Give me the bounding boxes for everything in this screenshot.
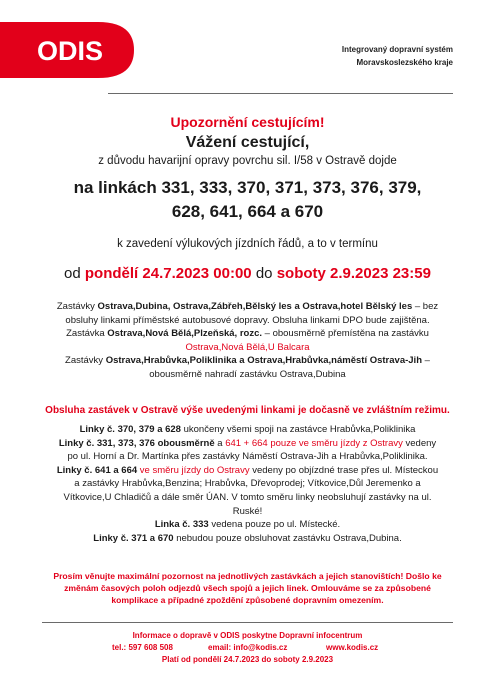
organization-line-1: Integrovaný dopravní systém xyxy=(341,45,453,54)
lines-numbers-1: 331, 333, 370, 371, 373, 376, 379, xyxy=(156,178,422,197)
line-numbers: Linky č. 331, 373, 376 obousměrně xyxy=(58,437,215,449)
text-line: po ul. Horní a Dr. Martínka přes zastávky Náměstí Ostrava-Jih a Hrabůvka,Poliklinika. xyxy=(67,451,428,463)
period-to-word: do xyxy=(255,265,273,282)
line-numbers: Linky č. 641 a 664 xyxy=(56,464,138,476)
text-span: vedena pouze po ul. Místecké. xyxy=(208,519,341,531)
text-span: ukončeny všemi spoji na zastávce Hrabůvka,Poliklinika xyxy=(180,424,416,435)
logo-text: ODIS xyxy=(36,36,104,66)
text-span: Zastávky xyxy=(56,301,98,312)
apology-notice xyxy=(0,570,495,607)
text-line: a zastávky Hrabůvka,Benzina; Hrabůvka, Dřevoprodej; Vítkovice,Důl Jeremenko a xyxy=(74,478,421,490)
line-numbers: Linka č. 333 xyxy=(154,519,209,531)
intro-text: z důvodu havarijní opravy povrchu sil. I/58 v Ostravě dojde xyxy=(98,155,397,167)
stops-paragraph xyxy=(0,300,495,382)
stop-names: Ostrava,Dubina, Ostrava,Zábřeh,Bělský les a Ostrava,hotel Bělský les xyxy=(97,301,413,312)
text-span: vedeny xyxy=(402,437,437,449)
route-details xyxy=(0,423,495,545)
organization-name xyxy=(342,43,453,69)
organization-line-2: Moravskoslezského kraje xyxy=(356,58,453,67)
text-span: nebudou pouze obsluhovat zastávku Ostrava,Dubina. xyxy=(173,532,402,544)
affected-lines-row-2: 628, 641, 664 a 670 xyxy=(171,202,324,221)
text-span: Zastávka xyxy=(66,328,108,340)
text-span: – obousměrně přemístěna na zastávku xyxy=(262,328,429,340)
text-line: Ruské! xyxy=(232,505,263,517)
text-span: vedeny po objízdné trase přes ul. Místeckou xyxy=(249,464,439,476)
text-line: obsluhy linkami příměstské autobusové dopravy. Obsluha linkami DPO bude zajištěna. xyxy=(65,314,430,326)
footer-divider xyxy=(42,622,453,623)
text-span: a xyxy=(214,437,226,449)
salutation: Vážení cestující, xyxy=(185,134,310,151)
schedule-note: k zavedení výlukových jízdních řádů, a to v termínu xyxy=(117,238,378,250)
footer-info: Informace o dopravě v ODIS poskytne Dopravní infocentrum xyxy=(132,631,363,640)
lines-prefix: na xyxy=(73,178,99,197)
text-line: komplikace a případné zpoždění způsobené dopravním omezením. xyxy=(111,595,384,606)
text-line: Vítkovice,U Chladičů a dále směr ÚAN. V tomto směru linky neobsluhují zastávky na ul. xyxy=(63,491,432,503)
text-span: – bez xyxy=(412,301,439,312)
stop-names: Ostrava,Hrabůvka,Poliklinika a Ostrava,Hrabůvka,náměstí Ostrava-Jih xyxy=(105,355,422,367)
affected-lines-row-1 xyxy=(0,178,495,198)
direction-note: 641 + 664 pouze ve směru jízdy z Ostravy xyxy=(225,437,403,449)
lines-label: linkách xyxy=(98,178,157,197)
validity-period xyxy=(0,265,495,282)
header-divider xyxy=(108,93,453,94)
period-from-word: od xyxy=(64,265,81,282)
notice-heading: Upozornění cestujícím! xyxy=(170,114,325,130)
text-span: – xyxy=(422,355,430,367)
text-span: Zastávky xyxy=(65,355,106,367)
footer-validity: Platí od pondělí 24.7.2023 do soboty 2.9.2023 xyxy=(161,655,334,664)
footer-email[interactable]: email: info@kodis.cz xyxy=(208,643,288,652)
special-mode-notice: Obsluha zastávek v Ostravě výše uvedenými linkami je dočasně ve zvláštním režimu. xyxy=(45,405,450,416)
period-from-date: pondělí 24.7.2023 00:00 xyxy=(84,265,252,282)
relocated-stop: Ostrava,Nová Bělá,U Balcara xyxy=(185,341,310,353)
text-line: Prosím věnujte maximální pozornost na jednotlivých zastávkách a jejich stanovištích! Došlo ke xyxy=(53,571,442,581)
footer-web-link[interactable]: www.kodis.cz xyxy=(326,643,379,652)
footer-phone[interactable]: tel.: 597 608 508 xyxy=(112,643,173,652)
stop-names: Ostrava,Nová Bělá,Plzeňská, rozc. xyxy=(107,328,263,340)
direction-note: ve směru jízdy do Ostravy xyxy=(137,464,250,476)
line-numbers: Linky č. 370, 379 a 628 xyxy=(79,424,181,435)
odis-logo xyxy=(0,20,150,80)
period-to-date: soboty 2.9.2023 23:59 xyxy=(276,265,431,282)
text-line: obousměrně nahradí zastávku Ostrava,Dubina xyxy=(149,368,346,380)
text-line: změnám časových poloh odjezdů všech spojů a jejich linek. Omlouváme se za způsobené xyxy=(64,583,431,594)
line-numbers: Linky č. 371 a 670 xyxy=(93,532,174,544)
